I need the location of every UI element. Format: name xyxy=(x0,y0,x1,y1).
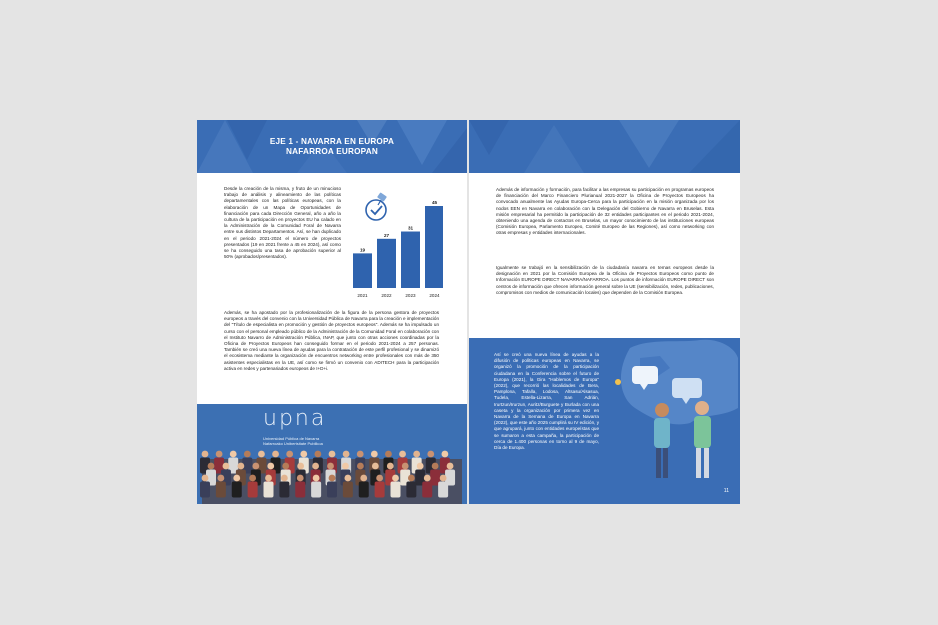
upna-logo: upna xyxy=(263,406,327,431)
upna-sub-line-2: Nafarroako Unibertsitate Publikoa xyxy=(263,441,323,446)
data-label-2023: 31 xyxy=(407,225,414,231)
person-head xyxy=(392,475,399,482)
person-body xyxy=(232,482,242,498)
person-head xyxy=(237,463,244,470)
person-head xyxy=(286,451,293,458)
person-head xyxy=(371,451,378,458)
tick-label-2024: 2024 xyxy=(429,293,440,298)
person-body xyxy=(343,482,353,498)
person-body xyxy=(216,482,226,498)
person-head xyxy=(265,475,272,482)
person-head xyxy=(387,463,394,470)
person-head xyxy=(312,463,319,470)
header-banner xyxy=(197,120,467,173)
person-head xyxy=(208,463,215,470)
thumbtack-check-icon xyxy=(366,192,387,220)
person-head xyxy=(267,463,274,470)
person-head xyxy=(300,451,307,458)
second-paragraph: Además, se ha apostado por la profesionalización de la figura de la persona gestora de proyectos europeos a través del convenio con la Universidad Pública de Navarra para la creación e implementación del "Título de especialista en promoción y gestión de proyectos europeos". Además se ha impulsado un curso con el personal empleado público de la Administración de la Comunidad Foral en colaboración con el Instituto Navarro de Administración Pública, INAP, que junto con otras acciones coordinadas por la Oficina de Proyectos Europeos han conseguido formar en el periodo 2021-2024 a 257 personas. También se creó una nueva línea de ayudas para la contratación de este perfil profesional y se dinamizó el ecosistema mediante la organización de encuentros networking entre profesionales con más de 350 asistentes especialistas en la UE, así como se firmó un convenio con ADITECH para la participación activa en redes y partenariados europeos de I+D+i. xyxy=(224,310,439,371)
person-head xyxy=(372,463,379,470)
header-banner-right xyxy=(469,120,740,173)
title-line-2: NAFARROA EUROPAN xyxy=(286,147,378,156)
bar-2023 xyxy=(401,232,420,288)
bar-2022 xyxy=(377,239,396,288)
person-head xyxy=(447,463,454,470)
person-head xyxy=(282,463,289,470)
person-head xyxy=(223,463,230,470)
person-head xyxy=(258,451,265,458)
person-head xyxy=(216,451,223,458)
person-body xyxy=(438,482,448,498)
bar-2024 xyxy=(425,206,443,288)
person-body xyxy=(264,482,274,498)
person-body xyxy=(279,482,289,498)
person-head xyxy=(329,451,336,458)
person-head xyxy=(342,463,349,470)
person-head xyxy=(244,451,251,458)
panel-text: Así se creó una nueva línea de ayudas a la difusión de políticas europeas en Navarra, se organizó la promoción de la participación ciudadana en la Conferencia sobre el futuro de Europa (2021), la Gira "Hablemos de Europa" (2022), que recorrió las localidades de Bera, Pamplona, Tafalla, Lodosa, Altsasu/Alsasua, Tudela, Estella-Lizarra, San Adrián, Irurtzun/Irurzun, Auritz/Burguete y Burlada con una caseta y la organización por primera vez en Navarra de la Semana de Europa en Navarra (2022), que este año 2025 cumplirá su IV edición, y que agrupará, junto con entidades europeístas que se sumaron a esta campaña, la participación de cerca de 1.400 personas en torno al 9 de mayo, Día de Europa. xyxy=(494,352,599,451)
person-head xyxy=(417,463,424,470)
person-head xyxy=(357,463,364,470)
person-head xyxy=(440,475,447,482)
person-head xyxy=(297,463,304,470)
title-line-1: EJE 1 - NAVARRA EN EUROPA xyxy=(269,137,395,146)
map-pin-icon xyxy=(615,379,621,385)
person-head xyxy=(385,451,392,458)
person-body xyxy=(327,482,337,498)
person-head xyxy=(357,451,364,458)
person-head xyxy=(402,463,409,470)
person-head xyxy=(344,475,351,482)
paragraph-1: Además de información y formación, para facilitar a las empresas su participación en programas europeos de financiación del Marco Financiero Plurianual 2021-2027 la Oficina de Proyectos Europeos ha convocado anualmente las Ayudas Europa-Cerca para la participación en la misión organizada por los nodos EEN en Navarra en colaboración con la Delegación del Gobierno de Navarra en Bruselas. Esta misión empresarial ha permitido la participación de 32 entidades participantes en el periodo 2021-2024, obteniendo una agenda de contactos en Bruselas, un mayor conocimiento de las instituciones europeas (Comisión Europea, Parlamento Europeo, Comité Europeo de las Regiones), así como networking con otras empresas y entidades internacionales. xyxy=(496,187,714,236)
data-label-2024: 45 xyxy=(431,200,438,205)
person-head xyxy=(360,475,367,482)
person-head xyxy=(413,451,420,458)
intro-paragraph: Desde la creación de la misma, y fruto de un minucioso trabajo de análisis y alineamiento de las políticas departamentales con las políticas europeas, con la elaboración de un Mapa de Oportunidades de financiación para cada Dirección General, año a año la cultura de la participación en proyectos EU ha calado en la Administración de la Comunidad Foral de Navarra entre sus distintos Departamentos. Así, se han duplicado en el periodo 2021-2024 el número de proyectos presentados (19 en 2021 frente a 45 en 2024), así como se ha conseguido una tasa de aprobación superior al 50% (aprobados/presentados). xyxy=(224,186,341,260)
person-body xyxy=(422,482,432,498)
person-body xyxy=(200,482,210,498)
data-label-2022: 27 xyxy=(383,232,390,238)
left-page xyxy=(197,120,467,504)
person-head xyxy=(424,475,431,482)
projects-bar-chart xyxy=(347,186,443,302)
person-body xyxy=(248,482,258,498)
person-head xyxy=(314,451,321,458)
person-body xyxy=(406,482,416,498)
person-head xyxy=(217,475,224,482)
person-head xyxy=(427,451,434,458)
person-body xyxy=(295,482,305,498)
tick-label-2022: 2022 xyxy=(381,293,392,298)
paragraph-2: Igualmente se trabajó en la sensibilización de la ciudadanía navarra en temas europeos desde la designación en 2021 por la Comisión Europea de la Oficina de Proyectos Europeos como punto de Información EUROPE DIRECT NAVARRA/NAFARROA. Los puntos de información EUROPE DIRECT son centros de información que ofrecen información general sobre la UE (sensibilización, redes, publicaciones, compromisos con medios de comunicación locales) que dependen de la Comisión Europea. xyxy=(496,265,714,295)
upna-sub-line-1: Universidad Pública de Navarra xyxy=(263,436,320,441)
person-body xyxy=(311,482,321,498)
person-head xyxy=(202,451,209,458)
person-head xyxy=(441,451,448,458)
person-head xyxy=(313,475,320,482)
person-body xyxy=(375,482,385,498)
person-body xyxy=(359,482,369,498)
person-head xyxy=(432,463,439,470)
right-page xyxy=(469,120,740,504)
person-head xyxy=(343,451,350,458)
person-head xyxy=(399,451,406,458)
group-people-illustration xyxy=(197,404,467,504)
person-head xyxy=(329,475,336,482)
person-head xyxy=(252,463,259,470)
person-head xyxy=(202,475,209,482)
page-number: 11 xyxy=(723,488,729,494)
data-label-2021: 19 xyxy=(359,247,366,253)
tick-label-2021: 2021 xyxy=(357,293,368,298)
blue-info-panel xyxy=(469,338,740,504)
person-head xyxy=(327,463,334,470)
person-body xyxy=(391,482,401,498)
person-head xyxy=(233,475,240,482)
person-head xyxy=(408,475,415,482)
banner-triangles-pattern-right xyxy=(469,120,740,173)
group-photo xyxy=(197,404,467,504)
section-title xyxy=(252,137,412,157)
europe-map-illustration xyxy=(610,338,740,504)
person-head xyxy=(297,475,304,482)
person-head xyxy=(272,451,279,458)
bar-2021 xyxy=(353,253,372,288)
tick-label-2023: 2023 xyxy=(405,293,416,298)
person-head xyxy=(249,475,256,482)
person-head xyxy=(281,475,288,482)
person-head xyxy=(230,451,237,458)
person-head xyxy=(376,475,383,482)
upna-logo-subtitle xyxy=(263,436,323,446)
